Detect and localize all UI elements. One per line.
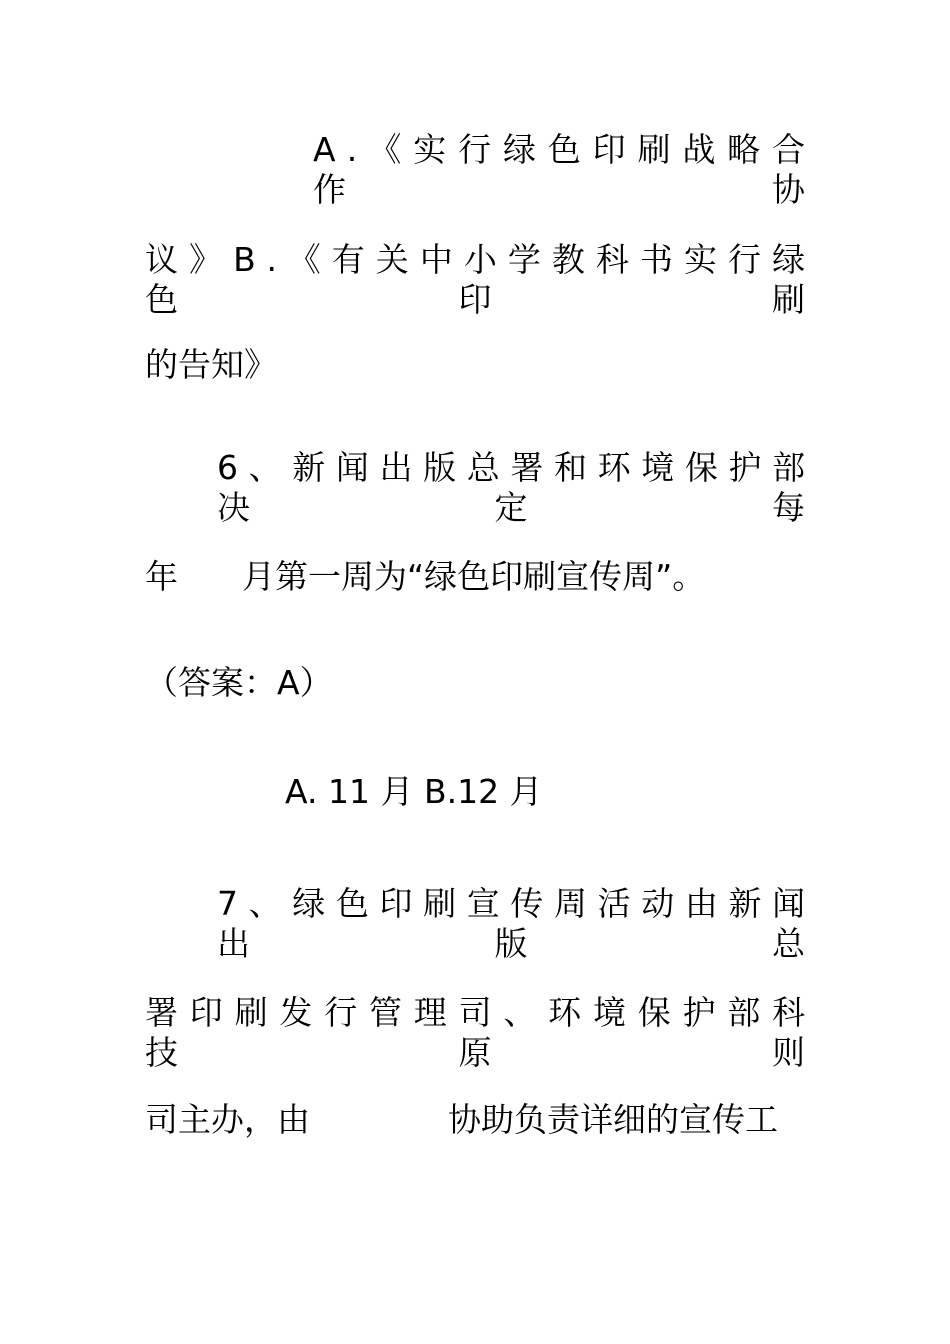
question-7-line-2: 署 印 刷 发 行 管 理 司 、 环 境 保 护 部 科 技 原 则 <box>145 993 806 1072</box>
question-7-line-3 <box>145 1100 805 1140</box>
answer-line: （答案：A） <box>145 663 333 702</box>
question-6-line-1: 6 、 新 闻 出 版 总 署 和 环 境 保 护 部 决 定 每 <box>217 448 806 527</box>
option-line-b: 议 》 B . 《 有 关 中 小 学 教 科 书 实 行 绿 色 印 刷 <box>145 240 806 319</box>
question-7-line-1: 7 、 绿 色 印 刷 宣 传 周 活 动 由 新 闻 出 版 总 <box>217 884 806 963</box>
question-7-host-text: 司主办，由 <box>145 1100 310 1139</box>
option-line-a: A . 《 实 行 绿 色 印 刷 战 略 合 作 协 <box>313 130 806 209</box>
option-line-b-end: 的告知》 <box>145 345 277 384</box>
question-6-year-text: 年 <box>145 557 178 596</box>
question-7-assist-text: 协助负责详细的宣传工 <box>448 1100 778 1139</box>
question-6-options: A. 11 月 B.12 月 <box>285 772 543 811</box>
question-6-line-2 <box>145 557 805 597</box>
question-6-month-text: 月第一周为“绿色印刷宣传周”。 <box>242 557 706 596</box>
